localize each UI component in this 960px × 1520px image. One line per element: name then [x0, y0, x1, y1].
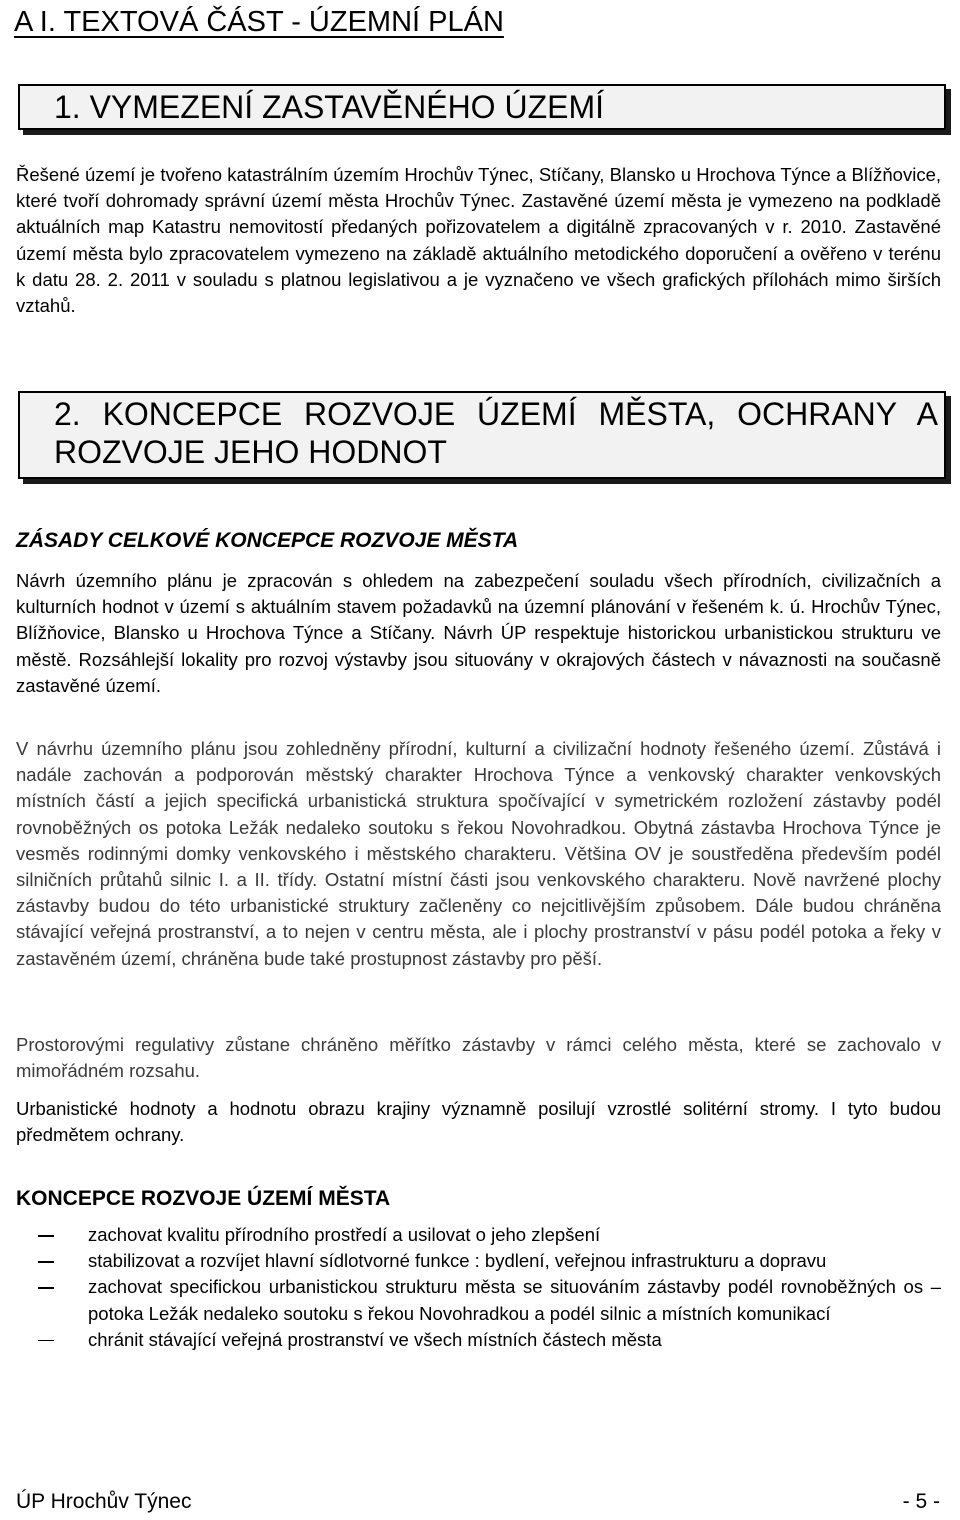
paragraph-trees: Urbanistické hodnoty a hodnotu obrazu krajiny významně posilují vzrostlé solitérní stromy. I tyto budou předmětem ochrany. [16, 1098, 941, 1146]
section-1-heading: 1. VYMEZENÍ ZASTAVĚNÉHO ÚZEMÍ [54, 89, 604, 125]
subheading-principles: ZÁSADY CELKOVÉ KONCEPCE ROZVOJE MĚSTA [16, 529, 519, 552]
section-2-heading-box [18, 391, 946, 479]
dash-bullet-icon [38, 1287, 54, 1289]
subheading-concept: KONCEPCE ROZVOJE ÚZEMÍ MĚSTA [16, 1187, 391, 1210]
paragraph-values: V návrhu územního plánu jsou zohledněny přírodní, kulturní a civilizační hodnoty řešeného území. Zůstává i nadále zachován a podporován městský charakter Hrochova Týnce a venkovský charakter venkovských místních částí a jejich specifická urbanistická struktura spočívající v symetrickém rozložení zástavby podél rovnoběžných os potoka Ležák nedaleko soutoku s řekou Novohradkou. Obytná zástavba Hrochova Týnce je vesměs rodinnými domky venkovského i městského charakteru. Většina OV je soustředěna především podél silničních průtahů silnic I. a II. třídy. Ostatní místní části jsou venkovského charakteru. Nově navržené plochy zástavby budou do této urbanistické struktury začleněny co nejcitlivějším způsobem. Dále budou chráněna stávající veřejná prostranství, a to nejen v centru města, ale i plochy prostranství v pásu podél potoka a řeky v zastavěném území, chráněna bude také prostupnost zástavby pro pěší. [16, 738, 941, 969]
section-1-paragraph: Řešené území je tvořeno katastrálním územím Hrochův Týnec, Stíčany, Blansko u Hrochova Týnce a Blížňovice, které tvoří dohromady správní území města Hrochův Týnec. Zastavěné území města je vymezeno na podkladě aktuálních map Katastru nemovitostí předaných pořizovatelem a digitálně zpracovaných v r. 2010. Zastavěné území města bylo zpracovatelem vymezeno na základě aktuálního metodického doporučení a ověřeno v terénu k datu 28. 2. 2011 v souladu s platnou legislativou a je vyznačeno ve všech grafických přílohách mimo širších vztahů. [16, 164, 941, 317]
list-item: zachovat specifickou urbanistickou strukturu města se situováním zástavby podél rovnoběžných os – potoka Ležák nedaleko soutoku s řekou Novohradkou a podél silnic a místních komunikací [16, 1274, 941, 1326]
concept-list [16, 1222, 941, 1353]
paragraph-plan-design: Návrh územního plánu je zpracován s ohledem na zabezpečení souladu všech přírodních, civilizačních a kulturních hodnot v území s aktuálním stavem požadavků na územní plánování v řešeném k. ú. Hrochův Týnec, Blížňovice, Blansko u Hrochova Týnce a Stíčany. Návrh ÚP respektuje historickou urbanistickou strukturu ve městě. Rozsáhlejší lokality pro rozvoj výstavby jsou situovány v okrajových částech v návaznosti na současně zastavěné území. [16, 570, 941, 696]
document-title: A I. TEXTOVÁ ČÁST - ÚZEMNÍ PLÁN [14, 6, 504, 38]
page-number: - 5 - [902, 1490, 940, 1513]
paragraph-regulations: Prostorovými regulativy zůstane chráněno měřítko zástavby v rámci celého města, které se zachovalo v mimořádném rozsahu. [16, 1034, 941, 1082]
dash-bullet-icon [38, 1235, 54, 1237]
dash-bullet-icon [38, 1261, 54, 1263]
section-1-heading-box [18, 84, 946, 130]
dash-bullet-icon [38, 1340, 54, 1342]
list-item: chránit stávající veřejná prostranství ve všech místních částech města [16, 1327, 941, 1353]
list-item: zachovat kvalitu přírodního prostředí a usilovat o jeho zlepšení [16, 1222, 941, 1248]
footer-document-name: ÚP Hrochův Týnec [16, 1490, 192, 1513]
section-2-heading: 2. KONCEPCE ROZVOJE ÚZEMÍ MĚSTA, OCHRANY A ROZVOJE JEHO HODNOT [54, 396, 938, 470]
list-item: stabilizovat a rozvíjet hlavní sídlotvorné funkce : bydlení, veřejnou infrastrukturu a dopravu [16, 1248, 941, 1274]
